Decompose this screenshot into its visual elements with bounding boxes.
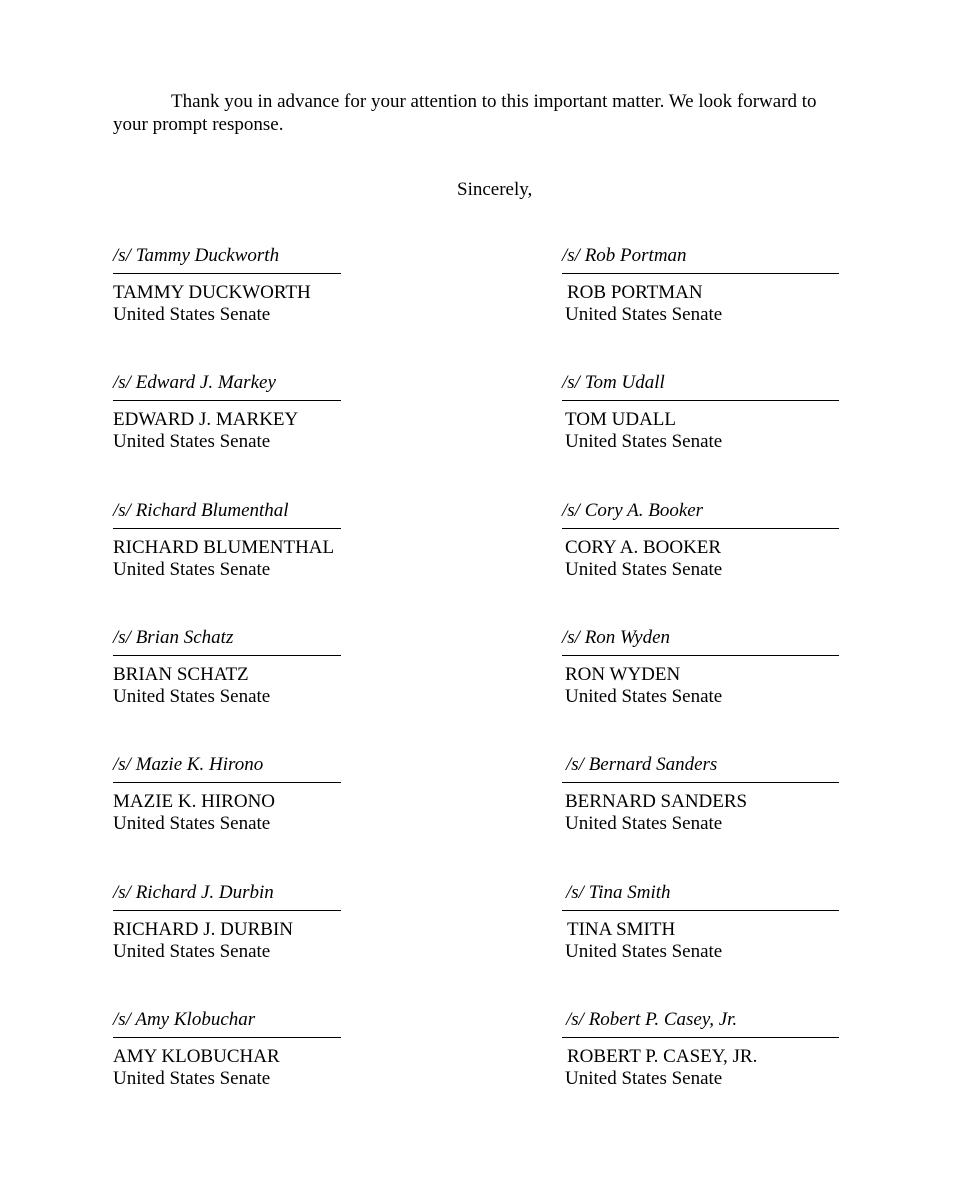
signature-rule xyxy=(113,528,341,529)
signatory-title: United States Senate xyxy=(113,559,271,580)
signature-line: /s/ Tom Udall xyxy=(562,372,665,393)
signature-block-left-7 xyxy=(113,1008,393,1090)
signature-line: /s/ Richard J. Durbin xyxy=(113,882,274,903)
signature-block-left-1 xyxy=(113,244,393,326)
signature-rule xyxy=(562,273,839,274)
signatory-name: RICHARD BLUMENTHAL xyxy=(113,537,335,558)
signature-rule xyxy=(113,1037,341,1038)
signatory-name: TOM UDALL xyxy=(565,409,677,430)
signature-line: /s/ Bernard Sanders xyxy=(566,754,718,775)
signatory-title: United States Senate xyxy=(565,559,723,580)
signature-block-right-7 xyxy=(562,1008,842,1090)
signatory-name: ROB PORTMAN xyxy=(567,282,703,303)
signatory-title: United States Senate xyxy=(565,1068,723,1089)
signatory-title: United States Senate xyxy=(113,431,271,452)
signature-line: /s/ Brian Schatz xyxy=(113,627,234,648)
signatory-title: United States Senate xyxy=(113,304,271,325)
signatory-name: TAMMY DUCKWORTH xyxy=(113,282,311,303)
signature-rule xyxy=(562,910,839,911)
signatory-title: United States Senate xyxy=(565,686,723,707)
signature-rule xyxy=(562,1037,839,1038)
signature-line: /s/ Amy Klobuchar xyxy=(113,1009,256,1030)
signatory-name: MAZIE K. HIRONO xyxy=(113,791,276,812)
signatory-name: CORY A. BOOKER xyxy=(565,537,722,558)
signature-block-left-5 xyxy=(113,753,393,835)
signature-block-right-4 xyxy=(562,626,842,708)
signature-block-right-5 xyxy=(562,753,842,835)
signature-line: /s/ Ron Wyden xyxy=(562,627,671,648)
signatory-name: AMY KLOBUCHAR xyxy=(113,1046,280,1067)
signature-rule xyxy=(562,400,839,401)
signature-rule xyxy=(562,782,839,783)
signatory-title: United States Senate xyxy=(113,813,271,834)
signatory-title: United States Senate xyxy=(113,941,271,962)
signature-line: /s/ Tammy Duckworth xyxy=(113,245,280,266)
signature-block-right-6 xyxy=(562,881,842,963)
signatory-name: BRIAN SCHATZ xyxy=(113,664,249,685)
signature-line: /s/ Richard Blumenthal xyxy=(113,500,289,521)
signatory-title: United States Senate xyxy=(565,813,723,834)
sincerely-closing: Sincerely, xyxy=(457,179,533,200)
signature-block-right-2 xyxy=(562,371,842,453)
signature-line: /s/ Robert P. Casey, Jr. xyxy=(566,1009,738,1030)
signature-block-right-1 xyxy=(562,244,842,326)
signature-block-left-4 xyxy=(113,626,393,708)
signature-block-right-3 xyxy=(562,499,842,581)
signature-block-left-3 xyxy=(113,499,393,581)
signatory-name: RICHARD J. DURBIN xyxy=(113,919,293,940)
signature-rule xyxy=(113,910,341,911)
signatory-name: EDWARD J. MARKEY xyxy=(113,409,299,430)
signature-rule xyxy=(562,655,839,656)
signature-line: /s/ Tina Smith xyxy=(566,882,671,903)
signature-block-left-2 xyxy=(113,371,393,453)
signatory-title: United States Senate xyxy=(113,686,271,707)
signature-rule xyxy=(562,528,839,529)
signatory-name: ROBERT P. CASEY, JR. xyxy=(567,1046,758,1067)
signatory-title: United States Senate xyxy=(565,941,723,962)
signature-line: /s/ Edward J. Markey xyxy=(113,372,276,393)
signature-rule xyxy=(113,400,341,401)
signatory-title: United States Senate xyxy=(113,1068,271,1089)
signatory-name: BERNARD SANDERS xyxy=(565,791,748,812)
signature-rule xyxy=(113,655,341,656)
signature-line: /s/ Mazie K. Hirono xyxy=(113,754,264,775)
signatory-title: United States Senate xyxy=(565,304,723,325)
signatory-title: United States Senate xyxy=(565,431,723,452)
signature-line: /s/ Rob Portman xyxy=(562,245,687,266)
signature-rule xyxy=(113,782,341,783)
signatory-name: TINA SMITH xyxy=(567,919,676,940)
signature-block-left-6 xyxy=(113,881,393,963)
signature-rule xyxy=(113,273,341,274)
closing-paragraph xyxy=(113,90,833,136)
signatory-name: RON WYDEN xyxy=(565,664,681,685)
signature-line: /s/ Cory A. Booker xyxy=(562,500,704,521)
closing-paragraph-text: Thank you in advance for your attention to this important matter. We look forward to your prompt response. xyxy=(113,91,817,135)
